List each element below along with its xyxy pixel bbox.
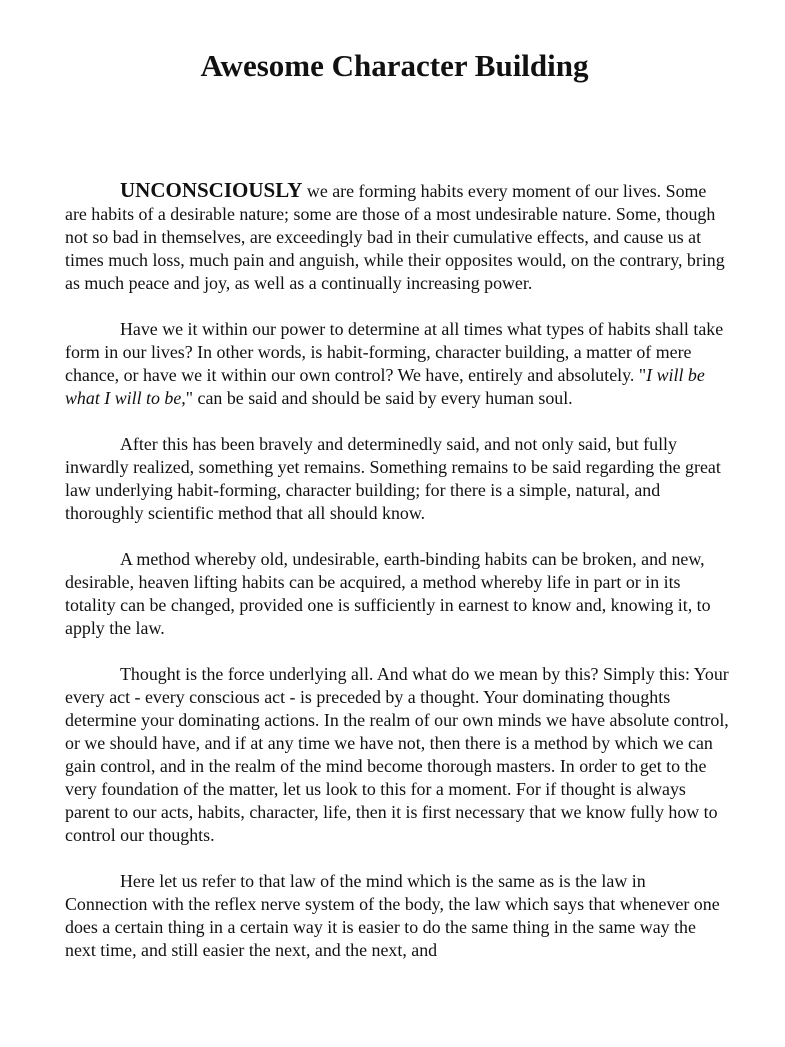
paragraph-text: we are forming habits every moment of our lives. Some are habits of a desirable nature; some are those of a most undesirable nature. Some, though not so bad in themselves, are exceedingly bad in their cumulative effects, and cause us at times much loss, much pain and anguish, while their opposites would, on the contrary, bring as much peace and joy, as well as a continually increasing power. bbox=[65, 181, 725, 293]
paragraph-4 bbox=[65, 548, 729, 640]
paragraph-2 bbox=[65, 318, 729, 410]
paragraph-text: " can be said and should be said by every human soul. bbox=[185, 388, 573, 408]
paragraph-5 bbox=[65, 663, 729, 847]
paragraph-text: Have we it within our power to determine at all times what types of habits shall take form in our lives? In other words, is habit-forming, character building, a matter of mere chance, or have we it within our own control? We have, entirely and absolutely. " bbox=[65, 319, 724, 385]
paragraph-1 bbox=[65, 179, 729, 295]
paragraph-text: After this has been bravely and determinedly said, and not only said, but fully inwardly realized, something yet remains. Something remains to be said regarding the great law underlying habit-forming, character building; for there is a simple, natural, and thoroughly scientific method that all should know. bbox=[65, 434, 721, 523]
paragraph-3 bbox=[65, 433, 729, 525]
paragraph-text: A method whereby old, undesirable, earth-binding habits can be broken, and new, desirable, heaven lifting habits can be acquired, a method whereby life in part or in its totality can be changed, provided one is sufficiently in earnest to know and, knowing it, to apply the law. bbox=[65, 549, 711, 638]
lead-word: UNCONSCIOUSLY bbox=[120, 178, 303, 202]
paragraph-6 bbox=[65, 870, 729, 962]
page-title: Awesome Character Building bbox=[200, 48, 589, 83]
paragraph-text: Here let us refer to that law of the mind which is the same as is the law in Connection with the reflex nerve system of the body, the law which says that whenever one does a certain thing in a certain way it is easier to do the same thing in the same way the next time, and still easier the next, and the next, and bbox=[65, 871, 720, 960]
document-body bbox=[65, 179, 729, 985]
paragraph-text: Thought is the force underlying all. And what do we mean by this? Simply this: Your every act - every conscious act - is preceded by a thought. Your dominating thoughts determine your dominating actions. In the realm of our own minds we have absolute control, or we should have, and if at any time we have not, then there is a method by which we can gain control, and in the realm of the mind become thorough masters. In order to get to the very foundation of the matter, let us look to this for a moment. For if thought is always parent to our acts, habits, character, life, then it is first necessary that we know fully how to control our thoughts. bbox=[65, 664, 729, 845]
italic-quote: I will be what I will to be, bbox=[65, 365, 705, 408]
